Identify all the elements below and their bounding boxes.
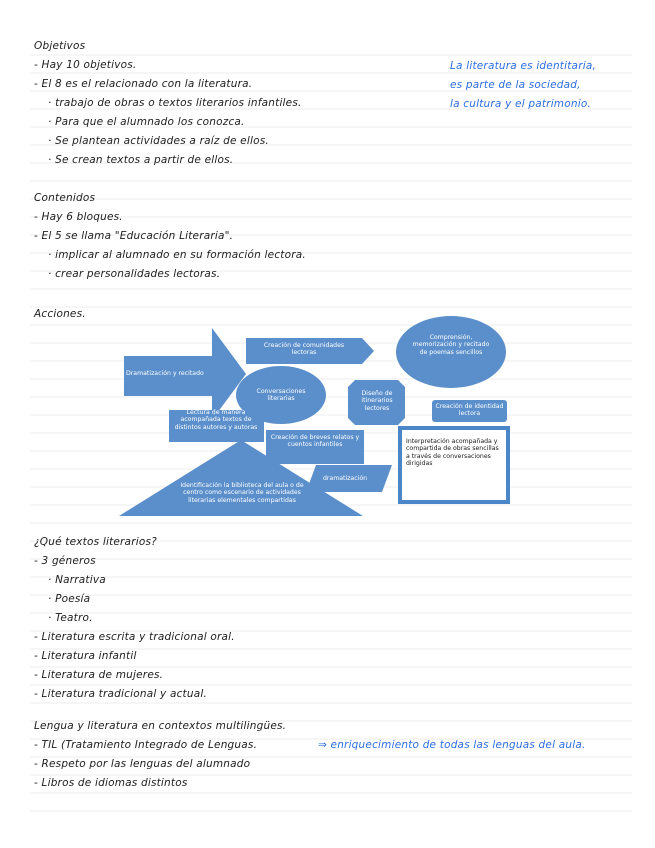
lengua-heading: Lengua y literatura en contextos multilingües. (34, 720, 287, 732)
itinerarios-label: Diseño de itinerarios lectores (361, 390, 393, 412)
lectura-label: Lectura de manera acompañada textos de distintos autores y autoras (174, 409, 258, 431)
identidad-label: Creación de identidad lectora (435, 403, 504, 418)
textos-line: - 3 géneros (34, 555, 96, 567)
objetivos-line: · Se crean textos a partir de ellos. (48, 154, 234, 166)
objetivos-line: - El 8 es el relacionado con la literatura. (34, 78, 253, 90)
objetivos-line: - Hay 10 objetivos. (34, 59, 137, 71)
til-note: ⇒ enriquecimiento de todas las lenguas del aula. (318, 739, 586, 751)
textos-line: - Literatura de mujeres. (34, 669, 164, 681)
textos-line: - Literatura infantil (34, 650, 137, 662)
objetivos-heading: Objetivos (34, 40, 86, 52)
side-note-line: la cultura y el patrimonio. (450, 98, 591, 110)
interpretacion-label: Interpretación acompañada y compartida de obras sencillas a través de conversaciones dirigidas (406, 438, 499, 467)
objetivos-line: · Para que el alumnado los conozca. (48, 116, 245, 128)
dramatizacion-recitado-label: Dramatización y recitado (126, 370, 204, 377)
textos-heading: ¿Qué textos literarios? (34, 536, 157, 548)
lengua-line: - Libros de idiomas distintos (34, 777, 188, 789)
textos-line: · Poesía (48, 593, 91, 605)
relatos-label: Creación de breves relatos y cuentos infantiles (270, 434, 360, 449)
objetivos-line: · trabajo de obras o textos literarios infantiles. (48, 97, 302, 109)
dramatizacion-label: dramatización (322, 475, 368, 482)
objetivos-line: · Se plantean actividades a raíz de ellos. (48, 135, 269, 147)
contenidos-heading: Contenidos (34, 192, 96, 204)
acciones-heading: Acciones. (34, 308, 86, 320)
textos-line: · Teatro. (48, 612, 93, 624)
contenidos-line: - Hay 6 bloques. (34, 211, 123, 223)
comprension-label: Comprensión, memorización y recitado de poemas sencillos (412, 334, 490, 356)
comunidades-label: Creación de comunidades lectoras (263, 342, 345, 357)
lengua-line: - Respeto por las lenguas del alumnado (34, 758, 251, 770)
contenidos-line: · crear personalidades lectoras. (48, 268, 221, 280)
contenidos-line: - El 5 se llama "Educación Literaria". (34, 230, 234, 242)
side-note-line: La literatura es identitaria, (450, 60, 597, 72)
textos-line: · Narrativa (48, 574, 106, 586)
biblioteca-label: Identificación la biblioteca del aula o de centro como escenario de actividades literarias elementales compartidas (180, 482, 304, 504)
til-line: - TIL (Tratamiento Integrado de Lenguas. (34, 739, 258, 751)
textos-line: - Literatura tradicional y actual. (34, 688, 208, 700)
textos-line: - Literatura escrita y tradicional oral. (34, 631, 235, 643)
conversaciones-label: Conversaciones literarias (256, 388, 306, 403)
contenidos-line: · implicar al alumnado en su formación lectora. (48, 249, 306, 261)
side-note-line: es parte de la sociedad, (450, 79, 581, 91)
